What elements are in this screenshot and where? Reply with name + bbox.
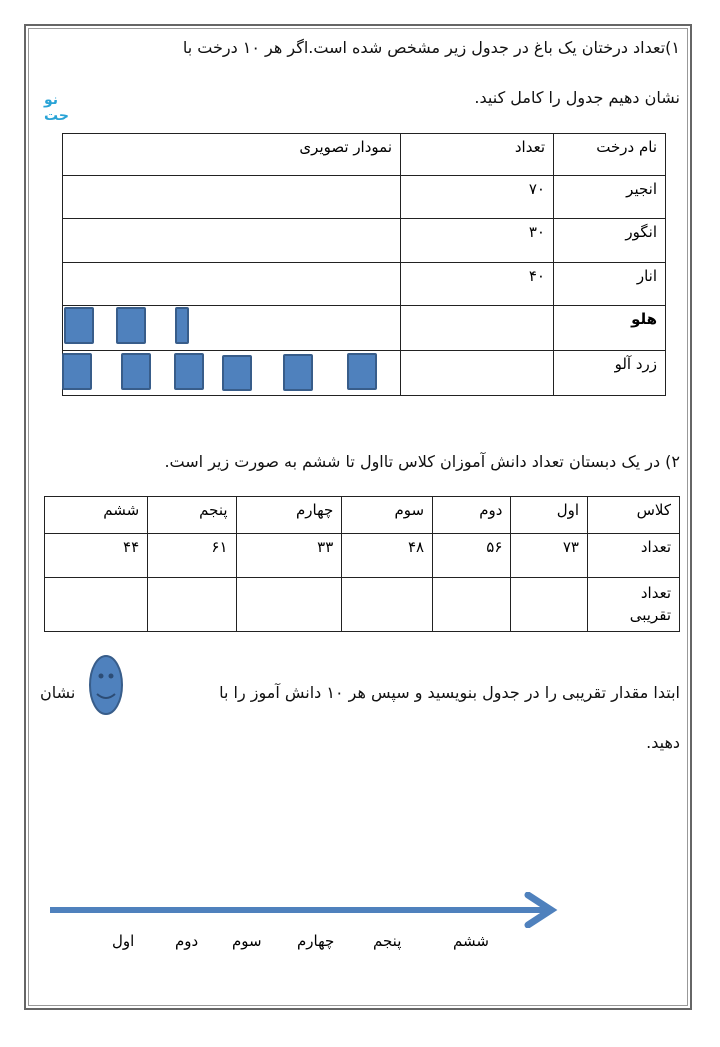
square-icon bbox=[121, 353, 151, 390]
q1-text-line1: ۱)تعداد درختان یک باغ در جدول زیر مشخص شده است.اگر هر ۱۰ درخت با bbox=[182, 38, 680, 57]
axis-label: ششم bbox=[453, 932, 489, 950]
approx-input[interactable] bbox=[433, 578, 511, 632]
approx-input[interactable] bbox=[45, 578, 148, 632]
header-pictograph: نمودار تصویری bbox=[63, 134, 401, 176]
square-icon bbox=[347, 353, 377, 390]
q2-instruction-line2: دهید. bbox=[646, 733, 680, 752]
class-name: پنجم bbox=[148, 497, 236, 534]
tree-name: هلو bbox=[554, 306, 666, 351]
class-name: ششم bbox=[45, 497, 148, 534]
square-icon bbox=[283, 354, 313, 391]
approx-input[interactable] bbox=[148, 578, 236, 632]
half-square-icon bbox=[175, 307, 189, 344]
q2-instruction-end: نشان bbox=[40, 683, 76, 702]
approx-input[interactable] bbox=[511, 578, 588, 632]
square-icon bbox=[62, 353, 92, 390]
axis-label: پنجم bbox=[373, 932, 402, 950]
class-count: ۵۶ bbox=[433, 534, 511, 578]
pictograph-cell[interactable] bbox=[63, 219, 401, 263]
tree-name: انگور bbox=[554, 219, 666, 263]
class-count: ۷۳ bbox=[511, 534, 588, 578]
approx-input[interactable] bbox=[342, 578, 433, 632]
class-table bbox=[44, 496, 680, 632]
class-count: ۶۱ bbox=[148, 534, 236, 578]
pictograph-cell[interactable] bbox=[63, 176, 401, 219]
pictograph-cell bbox=[63, 306, 401, 351]
class-name: اول bbox=[511, 497, 588, 534]
square-icon bbox=[64, 307, 94, 344]
square-icon bbox=[174, 353, 204, 390]
q1-text-line2: نشان دهیم جدول را کامل کنید. bbox=[474, 88, 680, 107]
header-count: تعداد bbox=[401, 134, 554, 176]
arrow-axis bbox=[48, 892, 560, 928]
axis-label: سوم bbox=[232, 932, 262, 950]
tree-count: ۷۰ bbox=[401, 176, 554, 219]
class-count: ۴۸ bbox=[342, 534, 433, 578]
tree-name: انجیر bbox=[554, 176, 666, 219]
approx-label: تعداد تقریبی bbox=[588, 578, 680, 632]
header-tree-name: نام درخت bbox=[554, 134, 666, 176]
tree-count: ۴۰ bbox=[401, 263, 554, 306]
q2-instruction: ابتدا مقدار تقریبی را در جدول بنویسید و سپس هر ۱۰ دانش آموز را با bbox=[219, 683, 680, 702]
axis-label: دوم bbox=[175, 932, 199, 950]
approx-input[interactable] bbox=[236, 578, 342, 632]
class-count: ۴۴ bbox=[45, 534, 148, 578]
header-class: کلاس bbox=[588, 497, 680, 534]
logo: نو حت bbox=[44, 92, 69, 124]
tree-count-input[interactable] bbox=[401, 306, 554, 351]
smiley-icon bbox=[88, 654, 124, 716]
tree-count-input[interactable] bbox=[401, 351, 554, 396]
class-name: چهارم bbox=[236, 497, 342, 534]
axis-label: اول bbox=[112, 932, 135, 950]
square-icon bbox=[116, 307, 146, 344]
pictograph-cell[interactable] bbox=[63, 263, 401, 306]
class-name: دوم bbox=[433, 497, 511, 534]
tree-name: انار bbox=[554, 263, 666, 306]
tree-name: زرد آلو bbox=[554, 351, 666, 396]
class-name: سوم bbox=[342, 497, 433, 534]
axis-label: چهارم bbox=[297, 932, 335, 950]
count-label: تعداد bbox=[588, 534, 680, 578]
square-icon bbox=[222, 355, 252, 391]
q2-intro: ۲) در یک دبستان تعداد دانش آموزان کلاس تااول تا ششم به صورت زیر است. bbox=[164, 452, 680, 471]
class-count: ۳۳ bbox=[236, 534, 342, 578]
tree-count: ۳۰ bbox=[401, 219, 554, 263]
